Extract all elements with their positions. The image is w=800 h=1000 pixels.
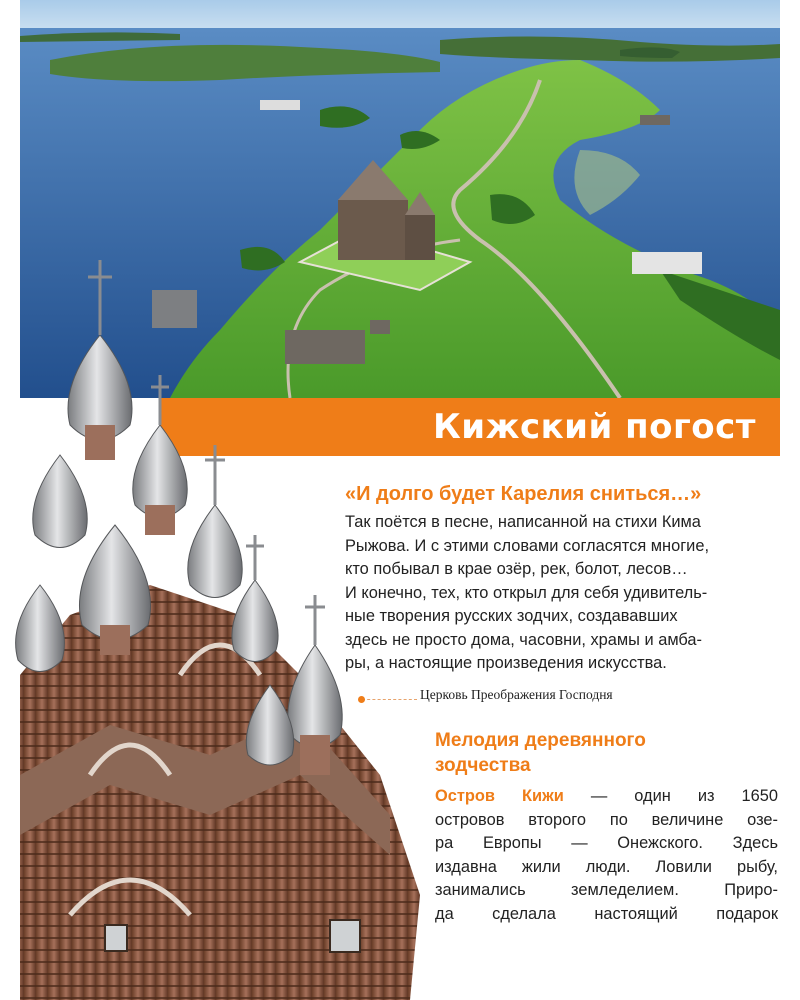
body-line: занимались земледелием. Приро-: [435, 881, 778, 899]
section-heading-line: зодчества: [435, 755, 531, 776]
body-line-first: [435, 785, 778, 809]
intro-line: Так поётся в песне, написанной на стихи Кима: [345, 513, 701, 531]
intro-line: здесь не просто дома, часовни, храмы и амба-: [345, 630, 703, 649]
intro-paragraph: [345, 511, 770, 676]
intro-line: Рыжова. И с этими словами согласятся многие,: [345, 536, 709, 555]
intro-line: кто побывал в крае озёр, рек, болот, лесов…: [345, 560, 688, 578]
intro-line: ные творения русских зодчих, создававших: [345, 607, 678, 625]
quote-heading: «И долго будет Карелия сниться…»: [345, 483, 702, 505]
caption-leader-line: [362, 699, 417, 700]
intro-line: И конечно, тех, кто открыл для себя удивитель-: [345, 583, 708, 602]
body-line: островов второго по величине озе-: [435, 810, 778, 829]
section-heading: [435, 728, 775, 778]
page-title: Кижский погост: [433, 407, 756, 447]
caption-leader-dot: [358, 696, 365, 703]
intro-line: ры, а настоящие произведения искусства.: [345, 654, 667, 672]
body-highlight: Остров Кижи: [435, 787, 564, 805]
body-paragraph: [435, 785, 778, 926]
section-heading-line: Мелодия деревянного: [435, 730, 646, 751]
body-line: издавна жили люди. Ловили рыбу,: [435, 857, 778, 876]
body-line: ра Европы — Онежского. Здесь: [435, 834, 778, 852]
image-caption: Церковь Преображения Господня: [420, 687, 613, 702]
body-first-line-rest: — один из 1650: [563, 787, 778, 805]
body-line: да сделала настоящий подарок: [435, 904, 778, 923]
